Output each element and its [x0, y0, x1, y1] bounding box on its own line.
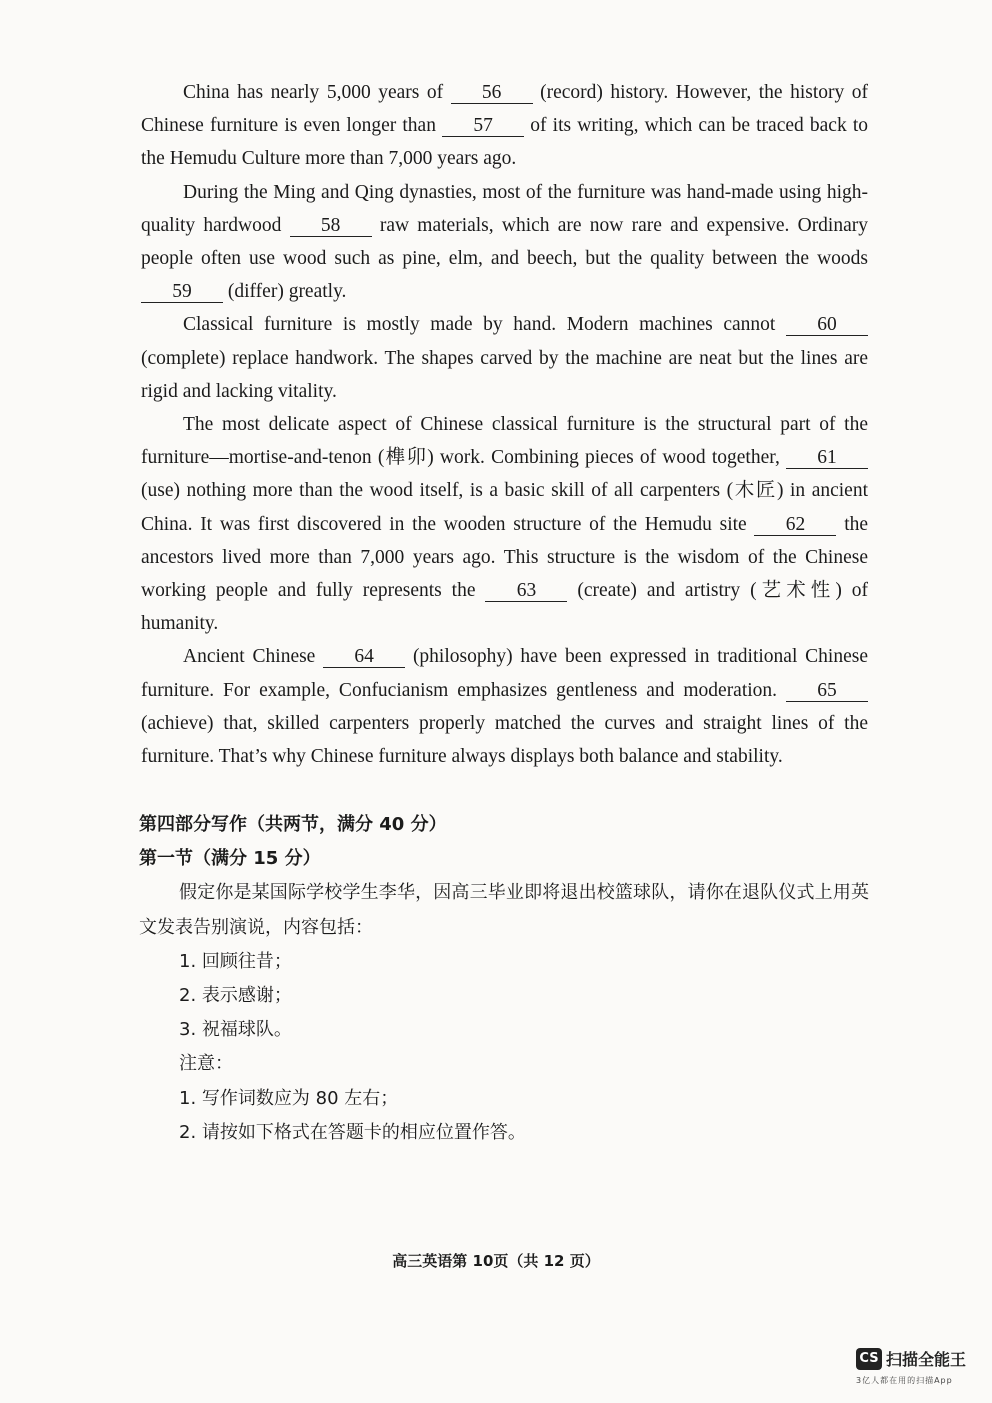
text: China has nearly 5,000 years of	[183, 82, 444, 103]
text: the ancestors lived more than 7,000 years ago. This structure is the wisdom of the Chinese working people and fully represents the	[141, 513, 869, 602]
text: raw materials, which are now rare and expensive. Ordinary people often use wood such as pine, elm, and beech, but the quality between the woods	[141, 214, 869, 270]
watermark-tagline: 3亿人都在用的扫描App	[856, 1376, 953, 1385]
text: During the Ming and Qing dynasties, most of the furniture was hand-made using high-quality hardwood	[141, 181, 868, 236]
paragraph-3	[141, 308, 868, 408]
text: (philosophy) have been expressed in traditional Chinese furniture. For example, Confucianism emphasizes gentleness and moderation.	[141, 646, 868, 701]
text: (achieve) that, skilled carpenters properly matched the curves and straight lines of the furniture. That’s why Chinese furniture always displays both balance and stability.	[141, 712, 868, 768]
note-item: 2. 请按如下格式在答题卡的相应位置作答。	[179, 1121, 526, 1143]
notes-label: 注意：	[179, 1053, 233, 1075]
text: Classical furniture is mostly made by hand. Modern machines cannot	[183, 314, 776, 336]
text: (differ) greatly.	[227, 281, 347, 303]
writing-section	[139, 808, 869, 1150]
text: (complete) replace handwork. The shapes carved by the machine are neat but the lines are rigid and lacking vitality.	[141, 347, 868, 402]
blank-65: 65	[786, 681, 868, 702]
page-footer: 高三英语第 10页（共 12 页）	[392, 1252, 600, 1270]
paragraph-4	[141, 408, 868, 640]
blank-63: 63	[485, 581, 567, 602]
text: Ancient Chinese	[183, 646, 316, 668]
paragraph-1	[141, 76, 868, 176]
cloze-passage	[141, 76, 868, 773]
task-description: 假定你是某国际学校学生李华，因高三毕业即将退出校篮球队，请你在退队仪式上用英文发表告别演说，内容包括：	[139, 882, 869, 938]
paragraph-2	[141, 176, 868, 309]
scanner-watermark	[856, 1346, 972, 1390]
part-heading: 第四部分写作（共两节，满分 40 分）	[139, 814, 447, 835]
section-heading: 第一节（满分 15 分）	[139, 848, 321, 870]
blank-61: 61	[786, 448, 868, 469]
list-item: 2. 表示感谢；	[179, 985, 292, 1007]
blank-58: 58	[290, 216, 372, 237]
text: (use) nothing more than the wood itself, is a basic skill of all carpenters (木匠) in ancient China. It was first discovered in the wooden structure of the Hemudu site	[141, 480, 868, 535]
list-item: 1. 回顾往昔；	[179, 950, 292, 972]
blank-57: 57	[442, 116, 524, 137]
blank-56: 56	[451, 83, 533, 104]
text: of its writing, which can be traced back to the Hemudu Culture more than 7,000 years ago.	[141, 115, 869, 170]
text: (record) history. However, the history of Chinese furniture is even longer than	[141, 82, 869, 137]
blank-60: 60	[786, 315, 868, 336]
blank-64: 64	[323, 647, 405, 668]
text: The most delicate aspect of Chinese classical furniture is the structural part of the furniture—mortise-and-tenon (榫卯) work. Combining pieces of wood together,	[141, 414, 868, 469]
cs-logo-icon: CS	[856, 1348, 882, 1370]
text: (create) and artistry (艺术性) of humanity.	[141, 580, 869, 635]
watermark-name: 扫描全能王	[886, 1350, 967, 1369]
paragraph-5	[141, 640, 868, 773]
blank-59: 59	[141, 282, 223, 303]
list-item: 3. 祝福球队。	[179, 1019, 292, 1041]
note-item: 1. 写作词数应为 80 左右；	[179, 1087, 399, 1109]
blank-62: 62	[754, 515, 836, 536]
